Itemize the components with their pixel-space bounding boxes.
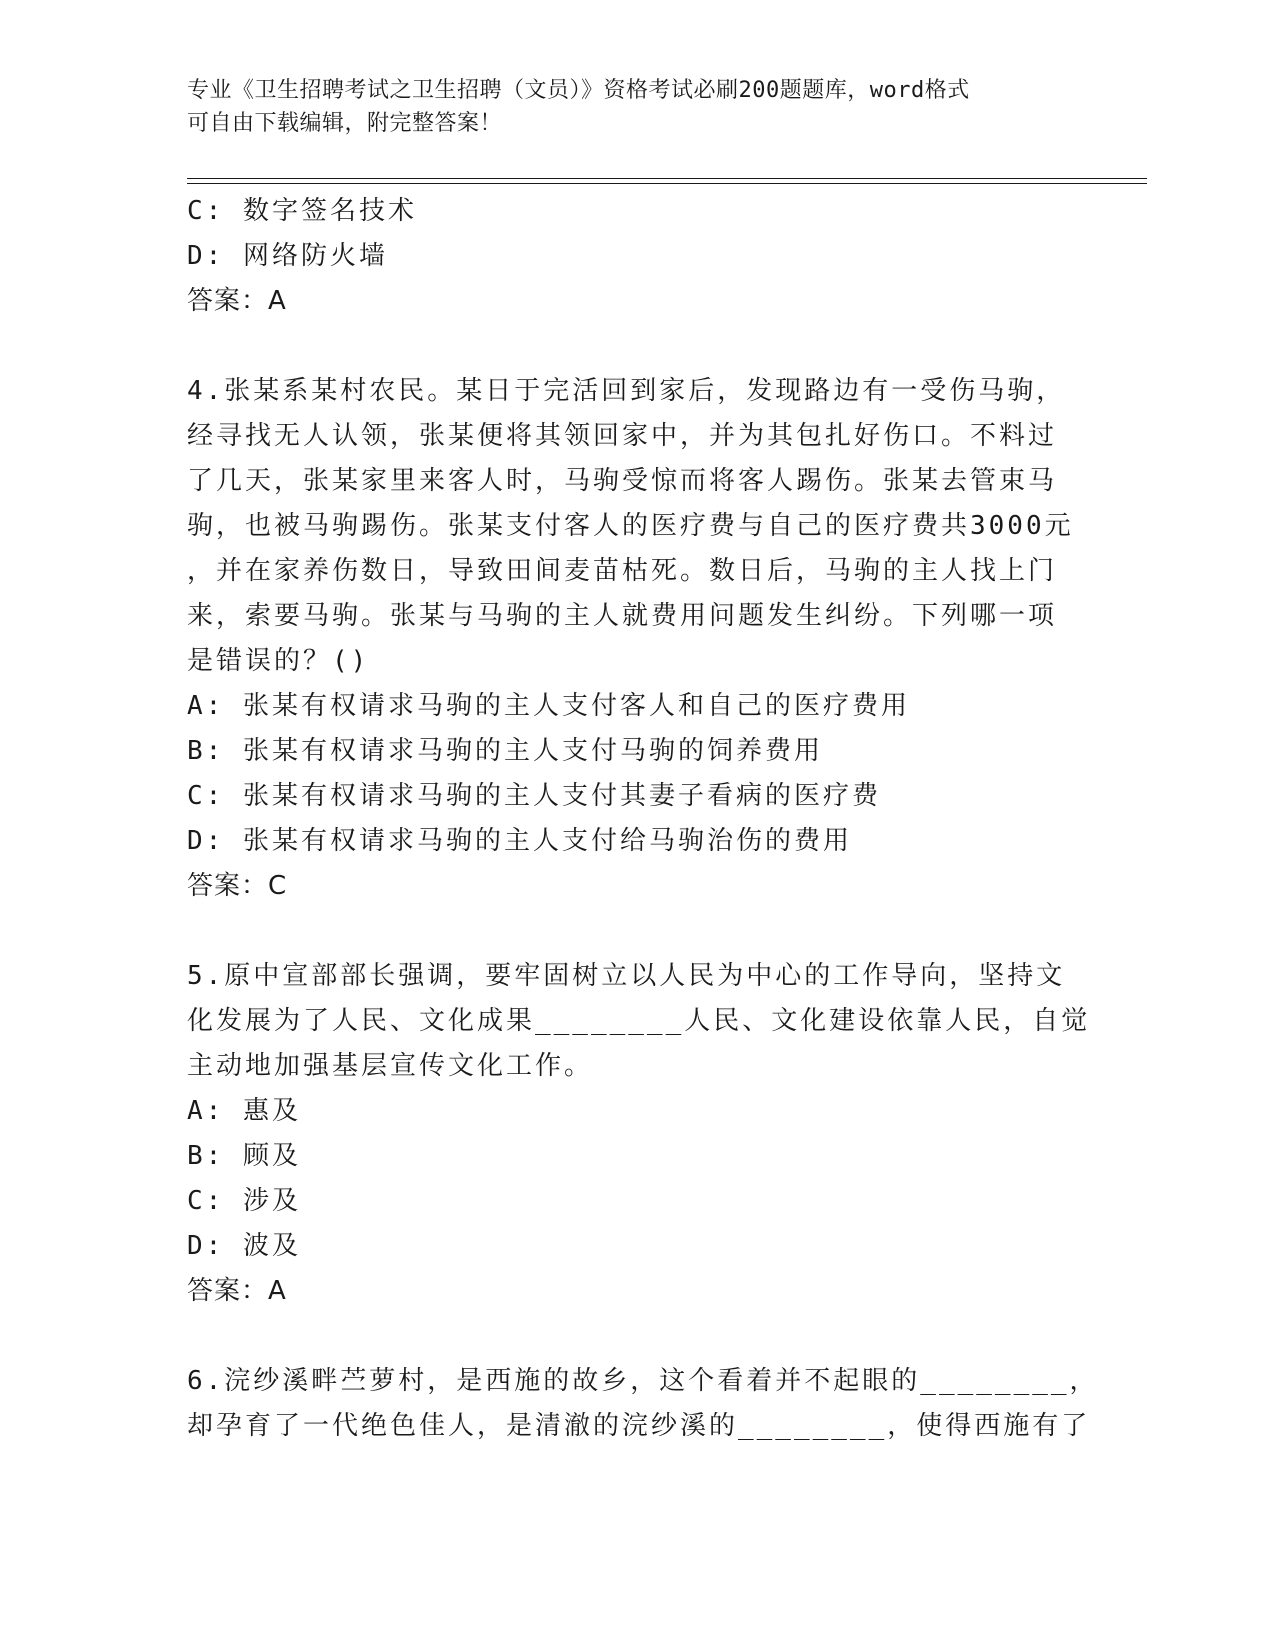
answer-line: 答案：C: [187, 871, 288, 901]
question-5: [187, 954, 1091, 1314]
option-a: A: 张某有权请求马驹的主人支付客人和自己的医疗费用: [187, 691, 910, 721]
question-stem-line: ，并在家养伤数日，导致田间麦苗枯死。数日后，马驹的主人找上门: [187, 556, 1058, 586]
header-title-line-2: 可自由下载编辑，附完整答案！: [187, 111, 503, 136]
document-body: [187, 189, 1099, 1449]
question-stem-line: 主动地加强基层宣传文化工作。: [187, 1051, 594, 1081]
question-stem-line: 了几天，张某家里来客人时，马驹受惊而将客人踢伤。张某去管束马: [187, 466, 1058, 496]
question-6: [187, 1359, 1099, 1449]
question-3: [187, 189, 1087, 324]
header-divider: [187, 183, 1147, 184]
option-c: C: 涉及: [187, 1186, 301, 1216]
question-stem-line: 是错误的？(): [187, 646, 370, 676]
option-d: D: 网络防火墙: [187, 241, 388, 271]
question-stem-line: 5.原中宣部部长强调，要牢固树立以人民为中心的工作导向，坚持文: [187, 961, 1066, 991]
spacer: [187, 1314, 1087, 1359]
spacer: [187, 909, 1087, 954]
header-title-line-1: 专业《卫生招聘考试之卫生招聘（文员）》资格考试必刷200题题库，word格式: [187, 78, 970, 103]
question-stem-line: 经寻找无人认领，张某便将其领回家中，并为其包扎好伤口。不料过: [187, 421, 1058, 451]
question-4: [187, 369, 1087, 909]
question-stem-line: 化发展为了人民、文化成果________人民、文化建设依靠人民，自觉: [187, 1006, 1091, 1036]
option-c: C: 张某有权请求马驹的主人支付其妻子看病的医疗费: [187, 781, 881, 811]
answer-line: 答案：A: [187, 286, 287, 316]
spacer: [187, 324, 1087, 369]
option-d: D: 波及: [187, 1231, 301, 1261]
option-c: C: 数字签名技术: [187, 196, 417, 226]
option-b: B: 顾及: [187, 1141, 301, 1171]
answer-line: 答案：A: [187, 1276, 287, 1306]
header-divider: [187, 178, 1147, 179]
document-header: [187, 74, 1067, 140]
option-b: B: 张某有权请求马驹的主人支付马驹的饲养费用: [187, 736, 823, 766]
question-stem-line: 6.浣纱溪畔苎萝村，是西施的故乡，这个看着并不起眼的________，: [187, 1366, 1099, 1396]
question-stem-line: 却孕育了一代绝色佳人，是清澈的浣纱溪的________，使得西施有了: [187, 1411, 1091, 1441]
question-stem-line: 来，索要马驹。张某与马驹的主人就费用问题发生纠纷。下列哪一项: [187, 601, 1058, 631]
question-stem-line: 驹，也被马驹踢伤。张某支付客人的医疗费与自己的医疗费共3000元: [187, 511, 1074, 541]
option-d: D: 张某有权请求马驹的主人支付给马驹治伤的费用: [187, 826, 852, 856]
option-a: A: 惠及: [187, 1096, 301, 1126]
question-stem-line: 4.张某系某村农民。某日于完活回到家后，发现路边有一受伤马驹，: [187, 376, 1066, 406]
